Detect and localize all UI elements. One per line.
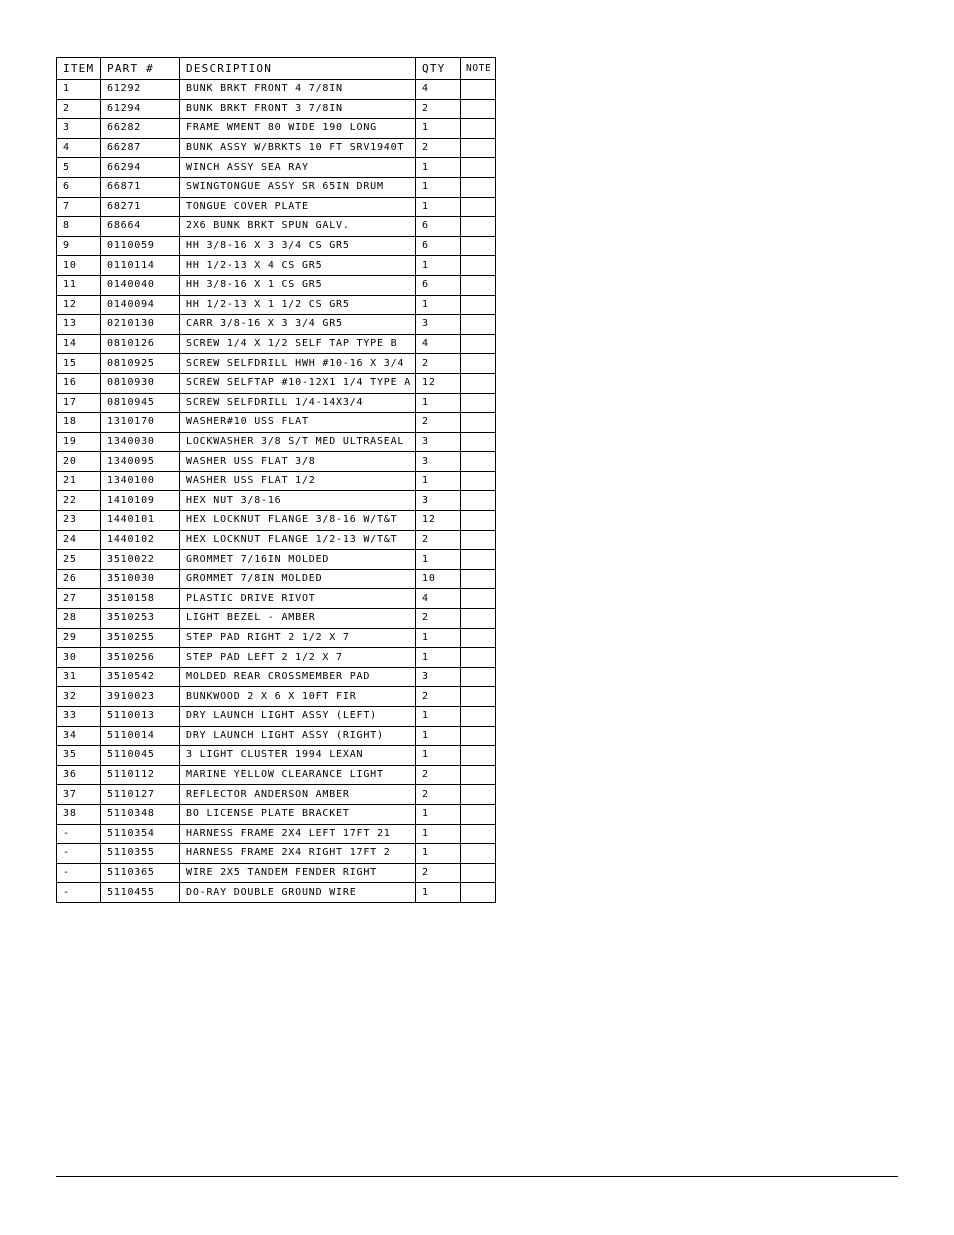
- cell-item: 21: [57, 471, 101, 491]
- table-row: [57, 491, 496, 511]
- cell-qty: 2: [416, 687, 461, 707]
- table-row: [57, 197, 496, 217]
- cell-part-number: 5110014: [101, 726, 180, 746]
- cell-qty: 1: [416, 726, 461, 746]
- cell-note: [461, 667, 496, 687]
- cell-note: [461, 844, 496, 864]
- cell-note: [461, 687, 496, 707]
- cell-part-number: 3510542: [101, 667, 180, 687]
- cell-qty: 2: [416, 99, 461, 119]
- cell-part-number: 3910023: [101, 687, 180, 707]
- cell-description: SWINGTONGUE ASSY SR 65IN DRUM: [180, 177, 416, 197]
- table-row: [57, 354, 496, 374]
- cell-part-number: 68271: [101, 197, 180, 217]
- cell-note: [461, 863, 496, 883]
- table-row: [57, 824, 496, 844]
- cell-item: 10: [57, 256, 101, 276]
- header-row: [57, 58, 496, 80]
- cell-description: STEP PAD RIGHT 2 1/2 X 7: [180, 628, 416, 648]
- cell-description: WASHER USS FLAT 1/2: [180, 471, 416, 491]
- cell-item: 16: [57, 373, 101, 393]
- cell-qty: 4: [416, 334, 461, 354]
- cell-item: 31: [57, 667, 101, 687]
- cell-part-number: 3510022: [101, 550, 180, 570]
- cell-qty: 1: [416, 746, 461, 766]
- table-row: [57, 432, 496, 452]
- cell-part-number: 3510158: [101, 589, 180, 609]
- cell-note: [461, 530, 496, 550]
- cell-item: 17: [57, 393, 101, 413]
- table-row: [57, 707, 496, 727]
- cell-part-number: 0210130: [101, 315, 180, 335]
- cell-note: [461, 432, 496, 452]
- table-row: [57, 883, 496, 903]
- cell-qty: 1: [416, 824, 461, 844]
- cell-note: [461, 80, 496, 100]
- cell-qty: 3: [416, 667, 461, 687]
- cell-item: 12: [57, 295, 101, 315]
- cell-note: [461, 452, 496, 472]
- cell-item: 18: [57, 413, 101, 433]
- cell-part-number: 5110455: [101, 883, 180, 903]
- cell-description: 2X6 BUNK BRKT SPUN GALV.: [180, 217, 416, 237]
- table-row: [57, 256, 496, 276]
- cell-item: -: [57, 883, 101, 903]
- table-row: [57, 804, 496, 824]
- cell-qty: 3: [416, 315, 461, 335]
- cell-description: TONGUE COVER PLATE: [180, 197, 416, 217]
- cell-note: [461, 275, 496, 295]
- cell-item: 38: [57, 804, 101, 824]
- table-row: [57, 765, 496, 785]
- cell-description: WIRE 2X5 TANDEM FENDER RIGHT: [180, 863, 416, 883]
- table-row: [57, 413, 496, 433]
- cell-description: STEP PAD LEFT 2 1/2 X 7: [180, 648, 416, 668]
- cell-note: [461, 550, 496, 570]
- cell-qty: 3: [416, 432, 461, 452]
- cell-description: DO-RAY DOUBLE GROUND WIRE: [180, 883, 416, 903]
- table-row: [57, 158, 496, 178]
- cell-part-number: 0810126: [101, 334, 180, 354]
- cell-item: 20: [57, 452, 101, 472]
- cell-note: [461, 569, 496, 589]
- cell-part-number: 66282: [101, 119, 180, 139]
- cell-note: [461, 824, 496, 844]
- cell-qty: 1: [416, 393, 461, 413]
- cell-part-number: 68664: [101, 217, 180, 237]
- cell-qty: 1: [416, 119, 461, 139]
- cell-part-number: 5110365: [101, 863, 180, 883]
- cell-description: GROMMET 7/16IN MOLDED: [180, 550, 416, 570]
- table-row: [57, 648, 496, 668]
- cell-qty: 2: [416, 785, 461, 805]
- cell-item: -: [57, 844, 101, 864]
- cell-item: -: [57, 824, 101, 844]
- cell-qty: 1: [416, 471, 461, 491]
- cell-item: 23: [57, 511, 101, 531]
- cell-description: BUNK ASSY W/BRKTS 10 FT SRV1940T: [180, 138, 416, 158]
- cell-item: 11: [57, 275, 101, 295]
- table-row: [57, 119, 496, 139]
- cell-item: 6: [57, 177, 101, 197]
- cell-part-number: 5110354: [101, 824, 180, 844]
- cell-part-number: 0110114: [101, 256, 180, 276]
- cell-qty: 3: [416, 452, 461, 472]
- cell-part-number: 1440101: [101, 511, 180, 531]
- cell-note: [461, 707, 496, 727]
- cell-item: 8: [57, 217, 101, 237]
- cell-part-number: 66294: [101, 158, 180, 178]
- cell-qty: 1: [416, 158, 461, 178]
- cell-note: [461, 765, 496, 785]
- cell-item: 19: [57, 432, 101, 452]
- cell-description: DRY LAUNCH LIGHT ASSY (RIGHT): [180, 726, 416, 746]
- cell-part-number: 1340100: [101, 471, 180, 491]
- table-row: [57, 315, 496, 335]
- cell-item: 33: [57, 707, 101, 727]
- header-item: ITEM: [57, 58, 101, 80]
- cell-note: [461, 628, 496, 648]
- cell-description: WASHER USS FLAT 3/8: [180, 452, 416, 472]
- cell-note: [461, 119, 496, 139]
- cell-part-number: 61292: [101, 80, 180, 100]
- cell-qty: 2: [416, 138, 461, 158]
- cell-item: 36: [57, 765, 101, 785]
- cell-description: SCREW SELFTAP #10-12X1 1/4 TYPE A: [180, 373, 416, 393]
- cell-item: 26: [57, 569, 101, 589]
- cell-item: 13: [57, 315, 101, 335]
- cell-item: 1: [57, 80, 101, 100]
- cell-description: WASHER#10 USS FLAT: [180, 413, 416, 433]
- cell-part-number: 0810925: [101, 354, 180, 374]
- cell-note: [461, 315, 496, 335]
- cell-qty: 2: [416, 530, 461, 550]
- table-row: [57, 687, 496, 707]
- cell-item: 15: [57, 354, 101, 374]
- cell-note: [461, 99, 496, 119]
- cell-part-number: 0140040: [101, 275, 180, 295]
- cell-description: MARINE YELLOW CLEARANCE LIGHT: [180, 765, 416, 785]
- table-row: [57, 550, 496, 570]
- cell-description: BO LICENSE PLATE BRACKET: [180, 804, 416, 824]
- cell-part-number: 3510030: [101, 569, 180, 589]
- cell-qty: 1: [416, 844, 461, 864]
- cell-item: 22: [57, 491, 101, 511]
- table-row: [57, 99, 496, 119]
- cell-note: [461, 177, 496, 197]
- table-row: [57, 373, 496, 393]
- cell-item: 37: [57, 785, 101, 805]
- cell-qty: 2: [416, 609, 461, 629]
- cell-item: 4: [57, 138, 101, 158]
- cell-note: [461, 648, 496, 668]
- cell-item: 3: [57, 119, 101, 139]
- table-row: [57, 511, 496, 531]
- cell-note: [461, 217, 496, 237]
- table-row: [57, 530, 496, 550]
- table-row: [57, 177, 496, 197]
- table-row: [57, 569, 496, 589]
- cell-part-number: 0140094: [101, 295, 180, 315]
- cell-item: 27: [57, 589, 101, 609]
- cell-note: [461, 726, 496, 746]
- cell-note: [461, 393, 496, 413]
- parts-list-table: [56, 57, 496, 903]
- table-row: [57, 452, 496, 472]
- cell-description: GROMMET 7/8IN MOLDED: [180, 569, 416, 589]
- cell-item: 14: [57, 334, 101, 354]
- cell-qty: 4: [416, 589, 461, 609]
- cell-description: HH 1/2-13 X 1 1/2 CS GR5: [180, 295, 416, 315]
- cell-qty: 1: [416, 628, 461, 648]
- table-row: [57, 275, 496, 295]
- cell-part-number: 0110059: [101, 236, 180, 256]
- cell-note: [461, 373, 496, 393]
- cell-note: [461, 589, 496, 609]
- cell-item: 34: [57, 726, 101, 746]
- cell-item: 32: [57, 687, 101, 707]
- cell-qty: 12: [416, 511, 461, 531]
- cell-note: [461, 609, 496, 629]
- cell-part-number: 1310170: [101, 413, 180, 433]
- cell-note: [461, 785, 496, 805]
- table-row: [57, 746, 496, 766]
- cell-note: [461, 334, 496, 354]
- cell-description: PLASTIC DRIVE RIVOT: [180, 589, 416, 609]
- cell-qty: 12: [416, 373, 461, 393]
- cell-item: 35: [57, 746, 101, 766]
- cell-part-number: 1340030: [101, 432, 180, 452]
- cell-note: [461, 295, 496, 315]
- cell-description: HEX LOCKNUT FLANGE 1/2-13 W/T&T: [180, 530, 416, 550]
- cell-description: FRAME WMENT 80 WIDE 190 LONG: [180, 119, 416, 139]
- cell-description: REFLECTOR ANDERSON AMBER: [180, 785, 416, 805]
- header-note: NOTE: [461, 58, 496, 80]
- cell-part-number: 1410109: [101, 491, 180, 511]
- cell-qty: 1: [416, 804, 461, 824]
- cell-note: [461, 413, 496, 433]
- cell-description: HARNESS FRAME 2X4 RIGHT 17FT 2: [180, 844, 416, 864]
- cell-qty: 2: [416, 413, 461, 433]
- cell-part-number: 0810945: [101, 393, 180, 413]
- cell-description: HH 3/8-16 X 1 CS GR5: [180, 275, 416, 295]
- cell-item: 28: [57, 609, 101, 629]
- cell-part-number: 1340095: [101, 452, 180, 472]
- cell-item: 9: [57, 236, 101, 256]
- cell-note: [461, 491, 496, 511]
- table-header: [57, 58, 496, 80]
- table-row: [57, 236, 496, 256]
- cell-description: HARNESS FRAME 2X4 LEFT 17FT 21: [180, 824, 416, 844]
- cell-note: [461, 236, 496, 256]
- cell-qty: 2: [416, 765, 461, 785]
- cell-item: 2: [57, 99, 101, 119]
- cell-description: SCREW SELFDRILL HWH #10-16 X 3/4: [180, 354, 416, 374]
- header-part-number: PART #: [101, 58, 180, 80]
- table-row: [57, 628, 496, 648]
- cell-qty: 1: [416, 256, 461, 276]
- cell-qty: 3: [416, 491, 461, 511]
- table-row: [57, 726, 496, 746]
- table-body: [57, 80, 496, 903]
- cell-qty: 4: [416, 80, 461, 100]
- table-row: [57, 138, 496, 158]
- table-row: [57, 80, 496, 100]
- table-row: [57, 589, 496, 609]
- cell-description: HEX NUT 3/8-16: [180, 491, 416, 511]
- cell-item: 30: [57, 648, 101, 668]
- cell-description: HH 1/2-13 X 4 CS GR5: [180, 256, 416, 276]
- cell-description: BUNKWOOD 2 X 6 X 10FT FIR: [180, 687, 416, 707]
- cell-qty: 6: [416, 217, 461, 237]
- table-row: [57, 334, 496, 354]
- cell-description: 3 LIGHT CLUSTER 1994 LEXAN: [180, 746, 416, 766]
- cell-part-number: 3510253: [101, 609, 180, 629]
- footer-rule: [56, 1176, 898, 1177]
- table-row: [57, 295, 496, 315]
- cell-qty: 10: [416, 569, 461, 589]
- cell-note: [461, 471, 496, 491]
- cell-item: -: [57, 863, 101, 883]
- cell-qty: 1: [416, 648, 461, 668]
- cell-description: MOLDED REAR CROSSMEMBER PAD: [180, 667, 416, 687]
- cell-description: BUNK BRKT FRONT 4 7/8IN: [180, 80, 416, 100]
- cell-part-number: 66287: [101, 138, 180, 158]
- cell-part-number: 61294: [101, 99, 180, 119]
- cell-part-number: 5110013: [101, 707, 180, 727]
- cell-note: [461, 511, 496, 531]
- table-row: [57, 393, 496, 413]
- table-row: [57, 609, 496, 629]
- cell-part-number: 66871: [101, 177, 180, 197]
- cell-description: BUNK BRKT FRONT 3 7/8IN: [180, 99, 416, 119]
- cell-description: DRY LAUNCH LIGHT ASSY (LEFT): [180, 707, 416, 727]
- cell-part-number: 5110045: [101, 746, 180, 766]
- cell-part-number: 5110355: [101, 844, 180, 864]
- cell-qty: 1: [416, 883, 461, 903]
- cell-qty: 2: [416, 354, 461, 374]
- cell-description: LIGHT BEZEL - AMBER: [180, 609, 416, 629]
- cell-part-number: 3510255: [101, 628, 180, 648]
- cell-part-number: 5110112: [101, 765, 180, 785]
- cell-note: [461, 197, 496, 217]
- cell-part-number: 5110127: [101, 785, 180, 805]
- table-row: [57, 785, 496, 805]
- cell-item: 24: [57, 530, 101, 550]
- cell-note: [461, 746, 496, 766]
- cell-part-number: 0810930: [101, 373, 180, 393]
- cell-part-number: 3510256: [101, 648, 180, 668]
- table-row: [57, 863, 496, 883]
- cell-description: SCREW SELFDRILL 1/4-14X3/4: [180, 393, 416, 413]
- cell-note: [461, 883, 496, 903]
- cell-qty: 6: [416, 275, 461, 295]
- cell-qty: 1: [416, 177, 461, 197]
- cell-item: 25: [57, 550, 101, 570]
- cell-note: [461, 256, 496, 276]
- cell-note: [461, 354, 496, 374]
- header-qty: QTY: [416, 58, 461, 80]
- cell-note: [461, 138, 496, 158]
- table-row: [57, 667, 496, 687]
- cell-item: 7: [57, 197, 101, 217]
- cell-part-number: 1440102: [101, 530, 180, 550]
- cell-description: SCREW 1/4 X 1/2 SELF TAP TYPE B: [180, 334, 416, 354]
- cell-item: 5: [57, 158, 101, 178]
- cell-description: CARR 3/8-16 X 3 3/4 GR5: [180, 315, 416, 335]
- cell-description: HEX LOCKNUT FLANGE 3/8-16 W/T&T: [180, 511, 416, 531]
- cell-description: LOCKWASHER 3/8 S/T MED ULTRASEAL: [180, 432, 416, 452]
- cell-qty: 6: [416, 236, 461, 256]
- cell-description: WINCH ASSY SEA RAY: [180, 158, 416, 178]
- cell-qty: 1: [416, 707, 461, 727]
- cell-qty: 1: [416, 197, 461, 217]
- cell-qty: 1: [416, 295, 461, 315]
- cell-qty: 2: [416, 863, 461, 883]
- cell-note: [461, 804, 496, 824]
- header-description: DESCRIPTION: [180, 58, 416, 80]
- table-row: [57, 217, 496, 237]
- cell-note: [461, 158, 496, 178]
- table-row: [57, 471, 496, 491]
- table-row: [57, 844, 496, 864]
- cell-description: HH 3/8-16 X 3 3/4 CS GR5: [180, 236, 416, 256]
- cell-qty: 1: [416, 550, 461, 570]
- cell-part-number: 5110348: [101, 804, 180, 824]
- cell-item: 29: [57, 628, 101, 648]
